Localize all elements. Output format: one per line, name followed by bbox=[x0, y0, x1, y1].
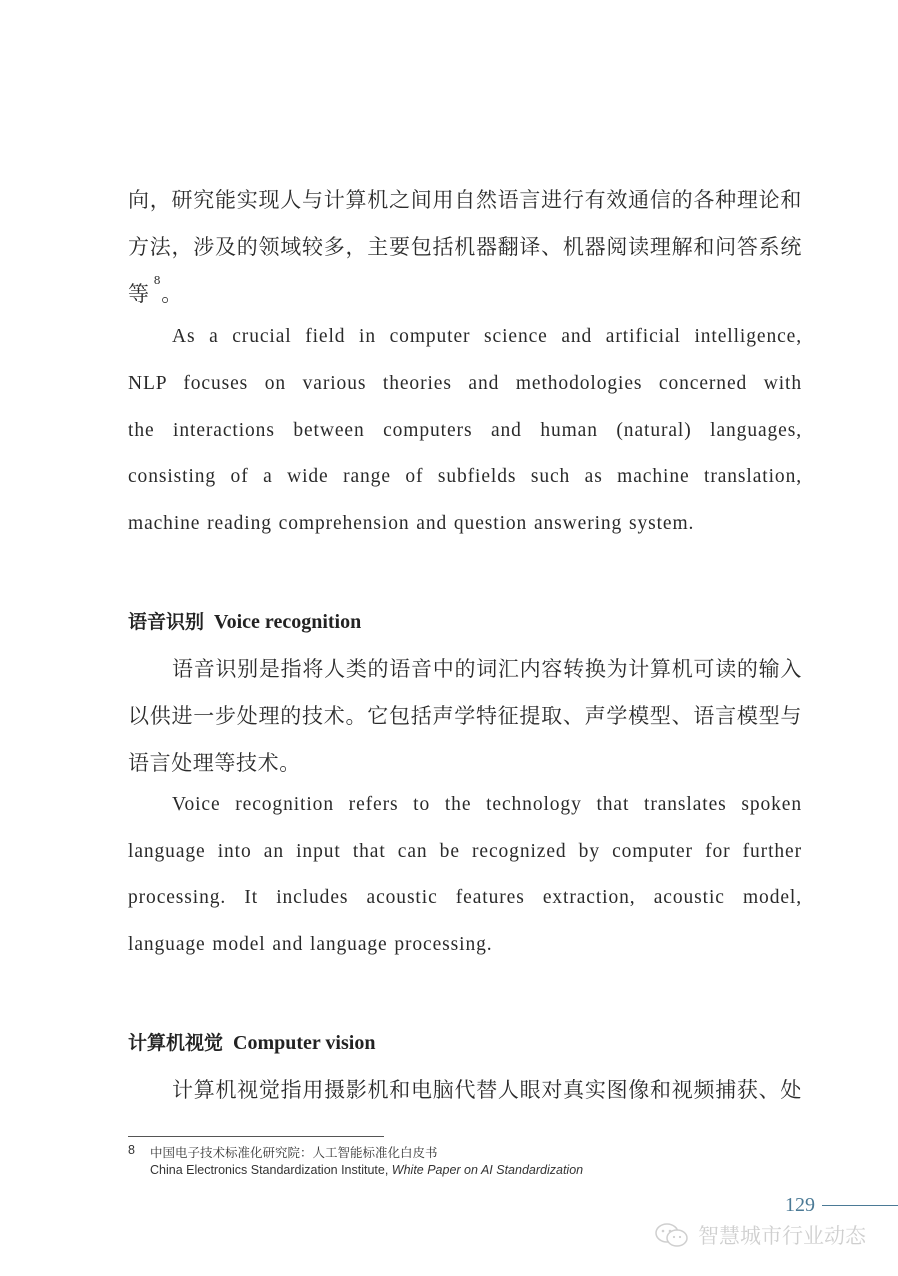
page-number-rule bbox=[822, 1205, 898, 1206]
cv-heading bbox=[128, 1028, 375, 1055]
wechat-icon bbox=[654, 1222, 690, 1248]
nlp-zh-line-3 bbox=[128, 274, 802, 308]
voice-zh-line-3: 语言处理等技术。 bbox=[128, 751, 301, 775]
nlp-en-line-3: the interactions between computers and human (natural) languages, bbox=[128, 420, 802, 441]
footnote-divider bbox=[128, 1136, 384, 1137]
nlp-zh-line-2: 方法，涉及的领域较多，主要包括机器翻译、机器阅读理解和问答系统 bbox=[128, 235, 802, 259]
voice-en-line-2: language into an input that can be recognized by computer for further bbox=[128, 841, 802, 862]
voice-en-line-4: language model and language processing. bbox=[128, 934, 493, 955]
footnote-ref[interactable]: 8 bbox=[153, 274, 162, 287]
voice-zh-line-1: 语音识别是指将人类的语音中的词汇内容转换为计算机可读的输入 bbox=[172, 657, 802, 681]
footnote-number: 8 bbox=[128, 1143, 135, 1157]
nlp-zh-line-1: 向，研究能实现人与计算机之间用自然语言进行有效通信的各种理论和 bbox=[128, 188, 802, 212]
voice-heading-zh: 语音识别 bbox=[128, 611, 205, 633]
voice-zh-line-2: 以供进一步处理的技术。它包括声学特征提取、声学模型、语言模型与 bbox=[128, 704, 802, 728]
nlp-en-line-2: NLP focuses on various theories and methodologies concerned with bbox=[128, 373, 802, 394]
voice-heading-en: Voice recognition bbox=[214, 611, 362, 633]
nlp-zh-line-3-text: 等 bbox=[128, 282, 150, 306]
voice-en-line-3: processing. It includes acoustic features extraction, acoustic model, bbox=[128, 887, 802, 908]
nlp-zh-end-punct: 。 bbox=[161, 282, 183, 306]
voice-en-line-1: Voice recognition refers to the technology that translates spoken bbox=[172, 794, 802, 815]
footnote-en-title: White Paper on AI Standardization bbox=[391, 1163, 584, 1177]
nlp-en-line-5: machine reading comprehension and question answering system. bbox=[128, 513, 695, 534]
page-number: 129 bbox=[785, 1194, 815, 1216]
nlp-en-line-1: As a crucial field in computer science and artificial intelligence, bbox=[172, 326, 802, 347]
footnote-en bbox=[150, 1163, 583, 1177]
watermark bbox=[654, 1220, 866, 1250]
cv-heading-en: Computer vision bbox=[233, 1032, 376, 1054]
watermark-text: 智慧城市行业动态 bbox=[698, 1224, 866, 1248]
cv-heading-zh: 计算机视觉 bbox=[128, 1032, 224, 1054]
footnote-zh: 中国电子技术标准化研究院：人工智能标准化白皮书 bbox=[150, 1146, 438, 1160]
footnote-en-plain: China Electronics Standardization Institute, bbox=[150, 1163, 392, 1177]
nlp-en-line-4: consisting of a wide range of subfields such as machine translation, bbox=[128, 466, 802, 487]
voice-heading bbox=[128, 607, 361, 634]
cv-zh-line-1: 计算机视觉指用摄影机和电脑代替人眼对真实图像和视频捕获、处 bbox=[172, 1078, 802, 1102]
